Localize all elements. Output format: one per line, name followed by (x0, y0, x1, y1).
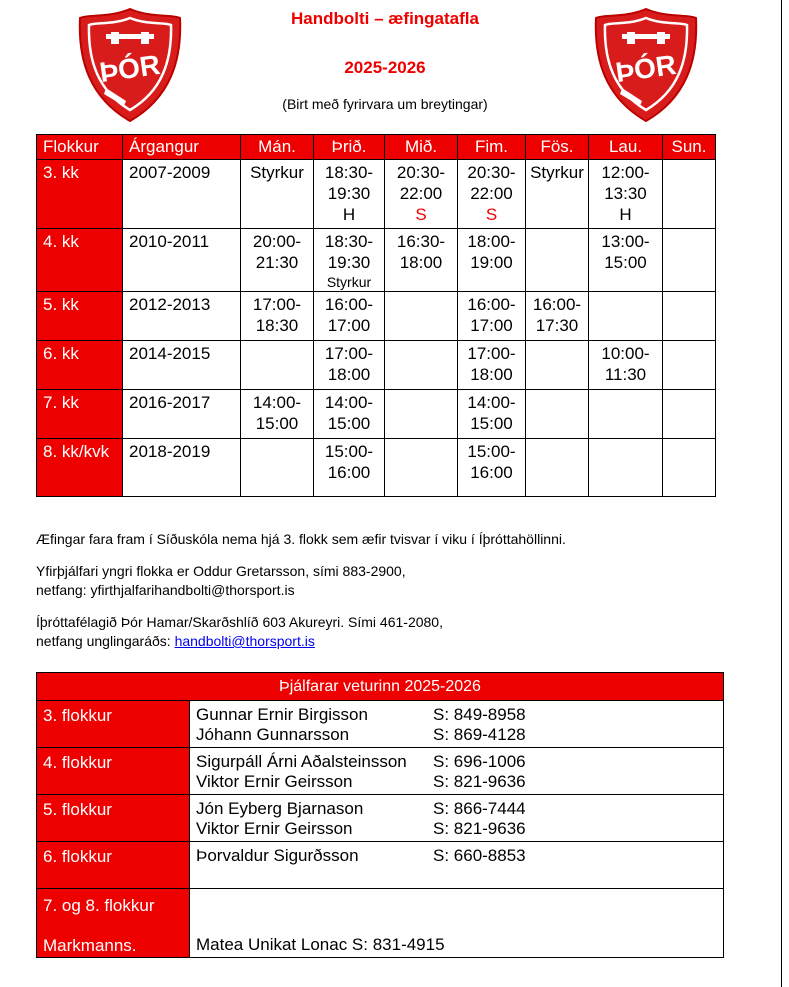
col-header: Fim. (458, 135, 526, 160)
coach-name: Þorvaldur Sigurðsson (196, 846, 359, 865)
logo-text-left: ÞÓR (97, 48, 162, 89)
session-time: 11:30 (604, 365, 647, 384)
session-time: 17:30 (535, 316, 579, 335)
col-header: Árgangur (123, 135, 241, 160)
birth-years-cell: 2010-2011 (123, 229, 241, 292)
coach-entry (196, 752, 723, 772)
col-header: Fös. (526, 135, 589, 160)
session-time: 16:00- (532, 295, 582, 314)
session-time: 15:00 (255, 414, 299, 433)
venue-code: H (342, 205, 356, 224)
birth-years-cell: 2012-2013 (123, 292, 241, 341)
session-time: 16:00 (327, 463, 371, 482)
coach-row (37, 795, 724, 842)
coach-entry (196, 846, 723, 866)
coach-name: Jóhann Gunnarsson (196, 725, 350, 744)
session-time: 19:30 (327, 184, 371, 203)
session-time: 17:00- (324, 344, 374, 363)
club-note (36, 613, 736, 651)
coach-phone: S: 696-1006 (433, 752, 526, 771)
coach-names-cell (190, 701, 724, 748)
session-time: 19:30 (327, 253, 371, 272)
schedule-row (37, 160, 716, 229)
session-time: 12:00- (601, 163, 650, 182)
session-time: 13:00- (601, 232, 650, 251)
season-year: 2025-2026 (344, 58, 426, 77)
session-time: 15:00- (467, 442, 516, 461)
schedule-row (37, 229, 716, 292)
coach-entry (196, 725, 723, 745)
coach-name: Sigurpáll Árni Aðalsteinsson (196, 752, 407, 771)
schedule-row (37, 292, 716, 341)
coach-entry (196, 799, 723, 819)
session-cell (589, 292, 663, 341)
session-time: 18:30 (255, 316, 299, 335)
birth-years-cell: 2018-2019 (123, 439, 241, 497)
coach-phone: S: 660-8853 (433, 846, 526, 865)
club-logo-right (592, 6, 700, 124)
birth-years-cell: 2014-2015 (123, 341, 241, 390)
club-logo-left (76, 6, 184, 124)
session-time: 15:00 (604, 253, 647, 272)
session-cell (526, 160, 589, 229)
session-time: 19:00 (470, 253, 513, 272)
session-time: 20:30- (467, 163, 516, 182)
session-cell (241, 439, 314, 497)
schedule-row (37, 439, 716, 497)
page-title: Handbolti – æfingatafla (291, 9, 479, 28)
page-edge-rule (781, 0, 782, 987)
col-header: Sun. (663, 135, 716, 160)
session-time: 18:30- (324, 232, 374, 251)
session-cell (663, 341, 716, 390)
session-cell (314, 292, 385, 341)
session-time: 18:30- (324, 163, 374, 182)
group-cell: 5. kk (37, 292, 123, 341)
session-cell (589, 390, 663, 439)
group-cell: 4. kk (37, 229, 123, 292)
coach-names-cell (190, 748, 724, 795)
strength-label: Styrkur (250, 163, 304, 182)
session-cell (385, 292, 458, 341)
strength-label: Styrkur (530, 163, 584, 182)
group-cell: 8. kk/kvk (37, 439, 123, 497)
session-cell (663, 229, 716, 292)
session-time: 14:00- (324, 393, 374, 412)
session-time: 16:00- (467, 295, 516, 314)
session-cell (458, 439, 526, 497)
session-time: 18:00 (399, 253, 443, 272)
club-email-link[interactable]: handbolti@thorsport.is (174, 633, 315, 649)
session-cell (526, 390, 589, 439)
session-time: 21:30 (255, 253, 299, 272)
location-note: Æfingar fara fram í Síðuskóla nema hjá 3. flokk sem æfir tvisvar í viku í Íþróttahöllinni. (36, 531, 566, 547)
coach-names-cell (190, 889, 724, 958)
coach-row (37, 748, 724, 795)
session-time: 17:00 (470, 316, 513, 335)
session-cell (314, 439, 385, 497)
coach-group-cell: 6. flokkur (37, 842, 190, 889)
session-cell (458, 341, 526, 390)
session-cell (663, 390, 716, 439)
session-cell (458, 229, 526, 292)
session-cell (589, 439, 663, 497)
session-cell (458, 390, 526, 439)
coach-phone: S: 849-8958 (433, 705, 526, 724)
session-cell (241, 390, 314, 439)
coach-group-cell: 4. flokkur (37, 748, 190, 795)
session-time: 18:00 (470, 365, 513, 384)
club-address-line: Íþróttafélagið Þór Hamar/Skarðshlíð 603 Akureyri. Sími 461-2080, (36, 614, 443, 630)
logo-text-right: ÞÓR (613, 48, 678, 89)
goalkeeper-coach: Matea Unikat Lonac S: 831-4915 (196, 935, 445, 954)
venue-code: S (485, 205, 498, 224)
coach-phone: S: 821-9636 (433, 772, 526, 791)
session-time: 15:00- (324, 442, 374, 461)
coach-group-cell (37, 889, 190, 958)
coach-name: Viktor Ernir Geirsson (196, 819, 353, 838)
coach-name: Gunnar Ernir Birgisson (196, 705, 368, 724)
coach-row (37, 842, 724, 889)
col-header: Þrið. (314, 135, 385, 160)
coach-name: Viktor Ernir Geirsson (196, 772, 353, 791)
session-time: 20:30- (396, 163, 446, 182)
col-header: Mið. (385, 135, 458, 160)
session-time: 22:00 (399, 184, 443, 203)
coaches-table (36, 672, 724, 958)
coach-phone: S: 821-9636 (433, 819, 526, 838)
session-time: 16:00- (324, 295, 374, 314)
session-cell (241, 292, 314, 341)
coach-group-cell: 3. flokkur (37, 701, 190, 748)
coach-entry (196, 819, 723, 839)
coach-names-cell (190, 795, 724, 842)
club-email-label: netfang unglingaráðs: (36, 633, 175, 649)
session-time: 17:00 (327, 316, 371, 335)
session-time: 15:00 (327, 414, 371, 433)
notes-section (36, 530, 736, 664)
session-cell (314, 160, 385, 229)
schedule-row (37, 341, 716, 390)
session-cell (241, 229, 314, 292)
session-cell (589, 160, 663, 229)
schedule-header-row (37, 135, 716, 160)
group-cell: 3. kk (37, 160, 123, 229)
head-coach-email-line: netfang: yfirthjalfarihandbolti@thorsport.is (36, 582, 295, 598)
coach-row (37, 701, 724, 748)
session-time: 17:00- (467, 344, 516, 363)
coach-name: Jón Eyberg Bjarnason (196, 799, 364, 818)
session-time: 13:30 (604, 184, 647, 203)
disclaimer: (Birt með fyrirvara um breytingar) (282, 96, 488, 112)
session-cell (458, 292, 526, 341)
session-cell (589, 341, 663, 390)
coach-phone: S: 866-7444 (433, 799, 526, 818)
birth-years-cell: 2016-2017 (123, 390, 241, 439)
session-time: 18:00- (467, 232, 516, 251)
session-time: 15:00 (470, 414, 513, 433)
session-cell (385, 229, 458, 292)
session-cell (663, 439, 716, 497)
strength-label: Styrkur (326, 274, 372, 290)
session-cell (314, 390, 385, 439)
session-cell (589, 229, 663, 292)
session-cell (385, 160, 458, 229)
session-time: 16:30- (396, 232, 446, 251)
session-cell (314, 341, 385, 390)
col-header: Mán. (241, 135, 314, 160)
session-cell (663, 292, 716, 341)
session-cell (526, 341, 589, 390)
session-cell (458, 160, 526, 229)
coaches-header: Þjálfarar veturinn 2025-2026 (37, 673, 724, 701)
schedule-row (37, 390, 716, 439)
session-time: 17:00- (252, 295, 302, 314)
venue-code: H (619, 205, 632, 224)
session-time: 20:00- (252, 232, 302, 251)
birth-years-cell: 2007-2009 (123, 160, 241, 229)
session-cell (663, 160, 716, 229)
schedule-table (36, 134, 716, 497)
group-cell: 6. kk (37, 341, 123, 390)
session-time: 10:00- (601, 344, 650, 363)
session-time: 22:00 (470, 184, 513, 203)
session-time: 18:00 (327, 365, 371, 384)
session-time: 14:00- (467, 393, 516, 412)
session-cell (385, 439, 458, 497)
session-cell (385, 390, 458, 439)
coach-entry (196, 705, 723, 725)
col-header: Lau. (589, 135, 663, 160)
coach-row (37, 889, 724, 958)
session-time: 16:00 (470, 463, 513, 482)
coach-names-cell (190, 842, 724, 889)
session-cell (385, 341, 458, 390)
coach-phone: S: 869-4128 (433, 725, 526, 744)
session-cell (314, 229, 385, 292)
session-cell (241, 341, 314, 390)
head-coach-note (36, 562, 736, 600)
col-header: Flokkur (37, 135, 123, 160)
group-label: 7. og 8. flokkur (43, 896, 155, 915)
session-cell (526, 229, 589, 292)
head-coach-line: Yfirþjálfari yngri flokka er Oddur Gretarsson, sími 883-2900, (36, 563, 406, 579)
coach-entry (196, 772, 723, 792)
group-cell: 7. kk (37, 390, 123, 439)
coach-group-cell: 5. flokkur (37, 795, 190, 842)
session-cell (526, 292, 589, 341)
session-cell (526, 439, 589, 497)
venue-code: S (415, 205, 427, 224)
session-time: 14:00- (252, 393, 302, 412)
goalkeeper-label: Markmanns. (43, 936, 137, 955)
session-cell (241, 160, 314, 229)
